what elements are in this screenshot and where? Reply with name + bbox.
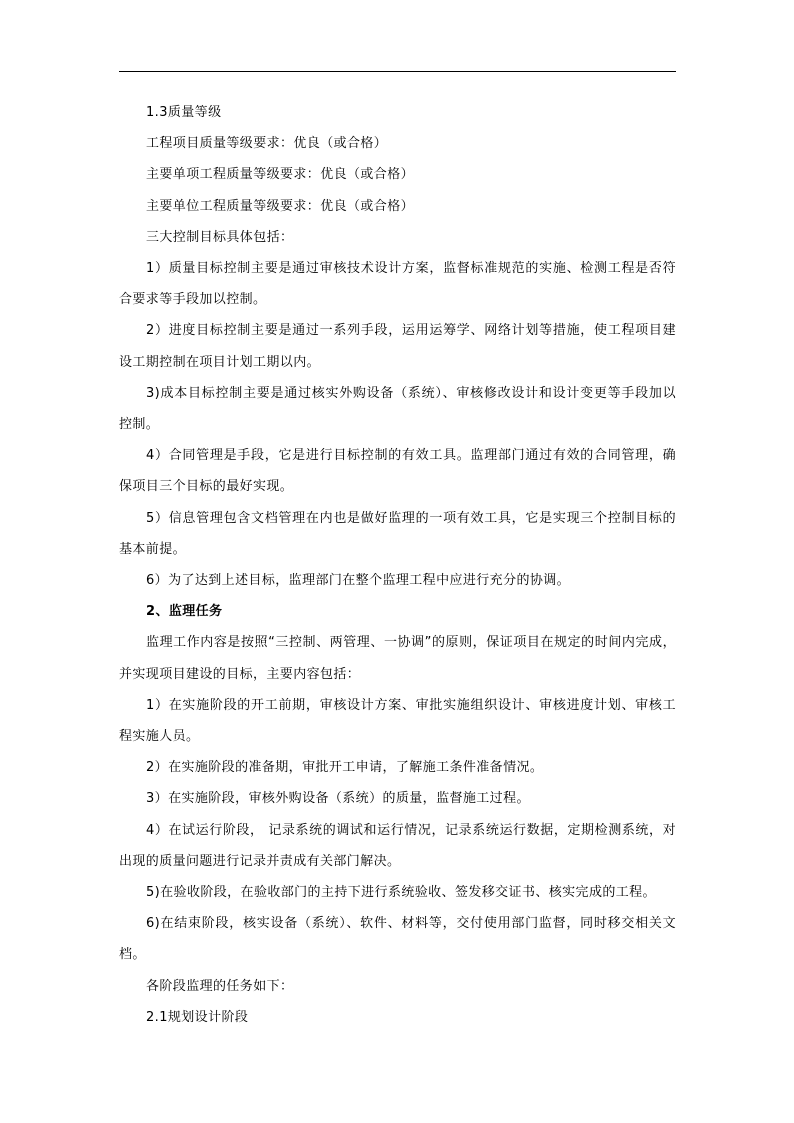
- list-item: 3)成本目标控制主要是通过核实外购设备（系统）、审核修改设计和设计变更等手段加以控制。: [119, 385, 676, 433]
- paragraph: 各阶段监理的任务如下：: [146, 978, 294, 994]
- list-item: 1）在实施阶段的开工前期，审核设计方案、审批实施组织设计、审核进度计划、审核工程实施人员。: [119, 697, 676, 745]
- section-heading-1-3: 1.3质量等级: [146, 105, 222, 120]
- paragraph: 三大控制目标具体包括：: [146, 229, 294, 245]
- list-item: 4）在试运行阶段， 记录系统的调试和运行情况，记录系统运行数据，定期检测系统，对出现的质量问题进行记录并责成有关部门解决。: [119, 822, 676, 869]
- header-rule: [119, 71, 676, 72]
- paragraph: 监理工作内容是按照“三控制、两管理、一协调”的原则，保证项目在规定的时间内完成，并实现项目建设的目标，主要内容包括：: [119, 635, 676, 682]
- paragraph: 工程项目质量等级要求：优良（或合格）: [146, 136, 388, 152]
- list-item: 6）为了达到上述目标，监理部门在整个监理工程中应进行充分的协调。: [146, 573, 571, 589]
- list-item: 2）在实施阶段的准备期，审批开工申请，了解施工条件准备情况。: [146, 760, 544, 776]
- list-item: 4）合同管理是手段，它是进行目标控制的有效工具。监理部门通过有效的合同管理，确保项目三个目标的最好实现。: [119, 448, 676, 495]
- paragraph: 主要单项工程质量等级要求：优良（或合格）: [146, 167, 415, 183]
- list-item: 5）信息管理包含文档管理在内也是做好监理的一项有效工具，它是实现三个控制目标的基本前提。: [119, 510, 676, 557]
- section-heading-2-1: 2.1规划设计阶段: [146, 1009, 249, 1025]
- list-item: 3）在实施阶段，审核外购设备（系统）的质量，监督施工过程。: [146, 791, 530, 807]
- list-item: 2）进度目标控制主要是通过一系列手段，运用运筹学、网络计划等措施，使工程项目建设工期控制在项目计划工期以内。: [119, 323, 676, 370]
- document-body: [119, 97, 676, 1033]
- section-heading-2: 2、监理任务: [146, 604, 223, 620]
- list-item: 5)在验收阶段，在验收部门的主持下进行系统验收、签发移交证书、核实完成的工程。: [146, 885, 656, 901]
- paragraph: 主要单位工程质量等级要求：优良（或合格）: [146, 198, 415, 214]
- list-item: 1）质量目标控制主要是通过审核技术设计方案，监督标准规范的实施、检测工程是否符合要求等手段加以控制。: [119, 261, 676, 308]
- list-item: 6)在结束阶段，核实设备（系统）、软件、材料等，交付使用部门监督，同时移交相关文档。: [119, 916, 676, 963]
